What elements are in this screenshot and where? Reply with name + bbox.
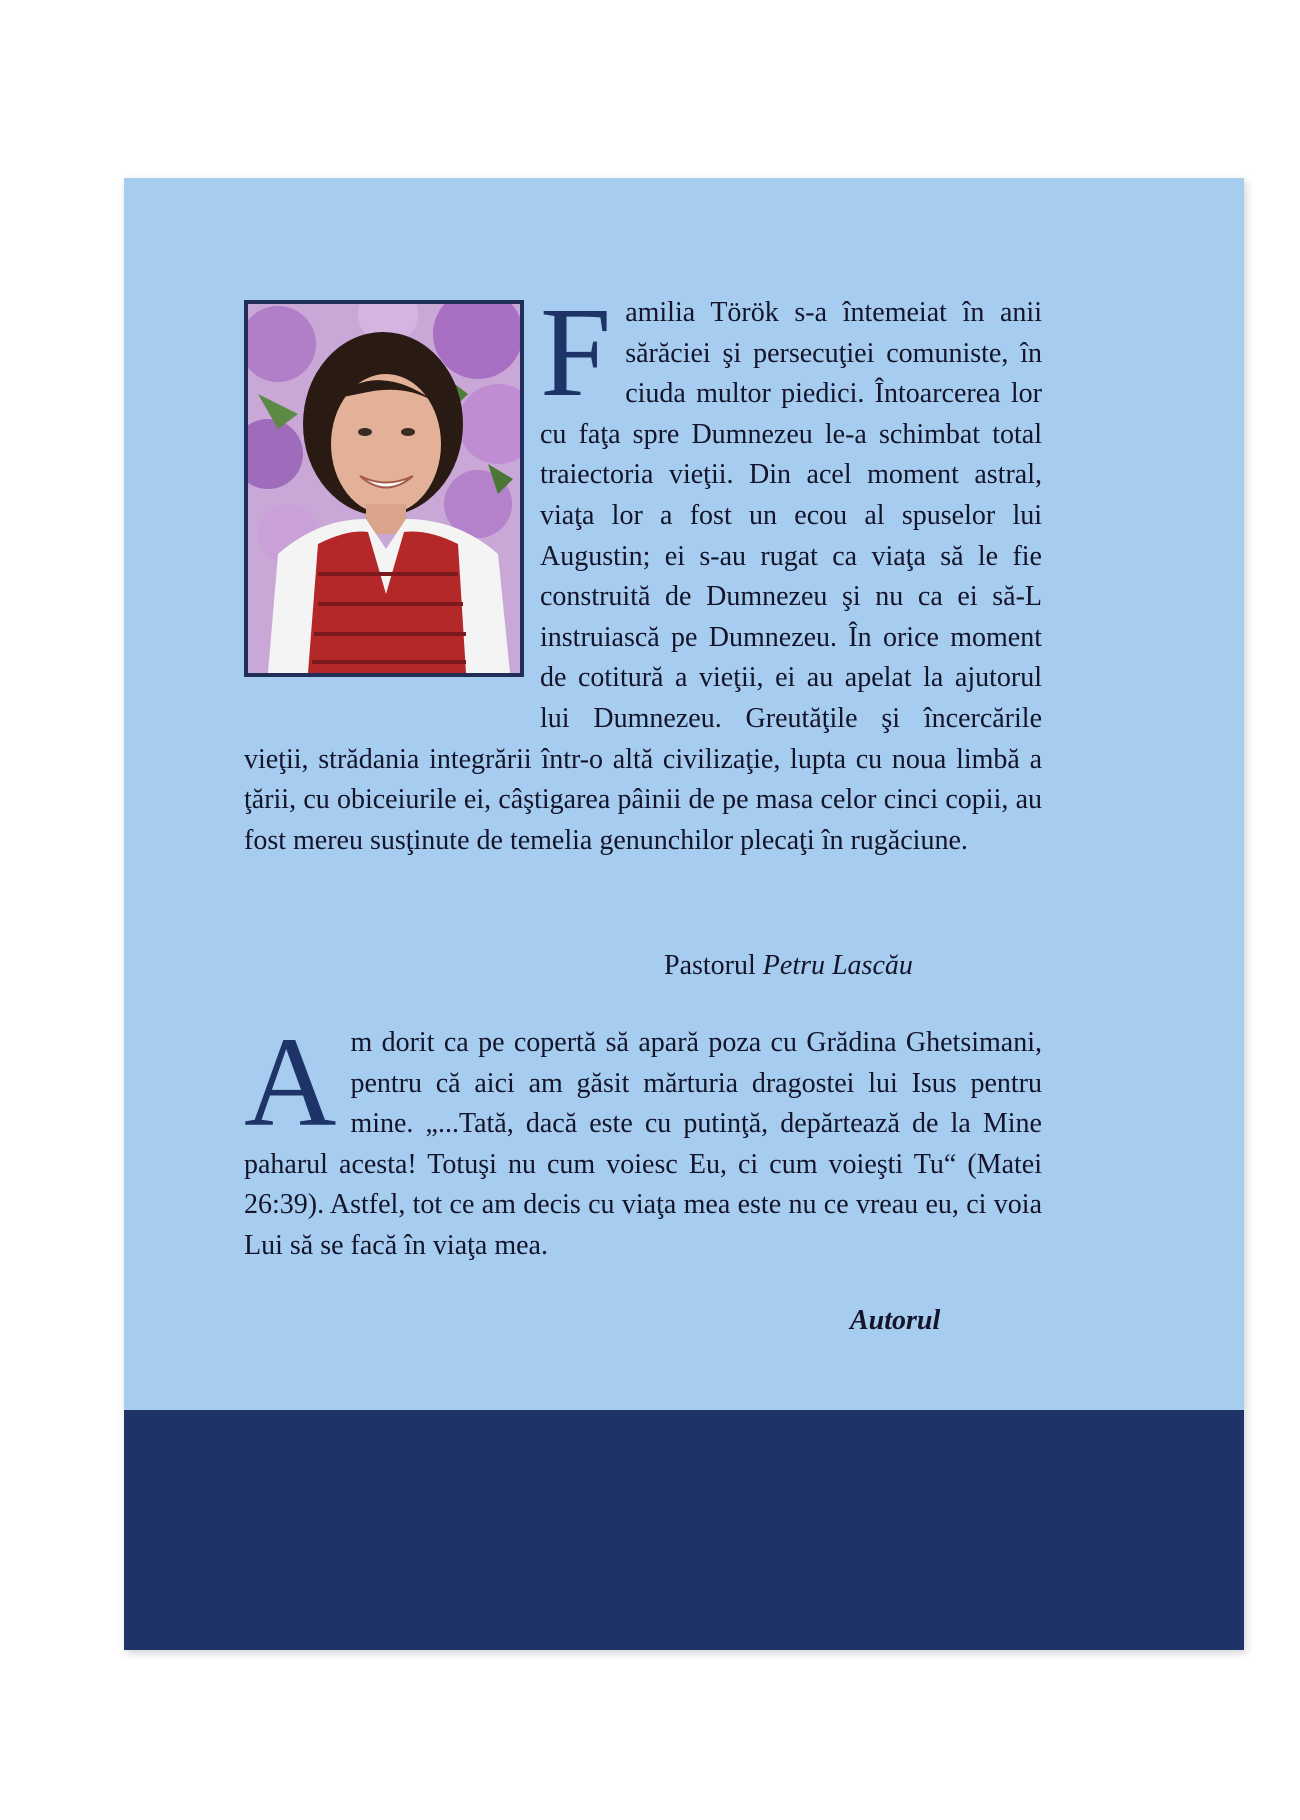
photo-spacer <box>244 293 540 705</box>
author-paragraph <box>244 1011 1042 1267</box>
author-signature: Autorul <box>850 1305 941 1336</box>
pastor-signature-name: Petru Lascău <box>762 950 913 981</box>
bottom-color-band <box>124 1410 1244 1650</box>
pastor-signature <box>664 950 913 982</box>
dropcap-f: F <box>540 281 612 423</box>
book-back-cover <box>124 178 1244 1650</box>
dropcap-a: A <box>244 1011 337 1153</box>
pastor-signature-prefix: Pastorul <box>664 950 756 981</box>
intro-paragraph <box>244 281 1042 861</box>
author-paragraph-text: m dorit ca pe copertă să apară poza cu Grădina Ghetsimani, pentru că aici am găsit mărturia dragostei lui Isus pentru mine. „...Tată, dacă este cu putinţă, depărtează de la Mine paharul acesta! Totuşi nu cum voiesc Eu, ci cum voieşti Tu“ (Matei 26:39). Astfel, tot ce am decis cu viaţa mea este nu ce vreau eu, ci voia Lui să se facă în viaţa mea. <box>244 1027 1042 1261</box>
intro-paragraph-text: amilia Török s-a întemeiat în anii sărăciei şi persecuţiei comuniste, în ciuda multor piedici. Întoarcerea lor cu faţa spre Dumnezeu le-a schimbat total traiectoria vieţii. Din acel moment astral, viaţa lor a fost un ecou al spuselor lui Augustin; ei s-au rugat ca viaţa să le fie construită de Dumnezeu şi nu ca ei să-L instruiască pe Dumnezeu. În orice moment de cotitură a vieţii, ei au apelat la ajutorul lui Dumnezeu. Greutăţile şi încercările vieţii, strădania integrării într-o altă civilizaţie, lupta cu noua limbă a ţării, cu obiceiurile ei, câştigarea pâinii de pe masa celor cinci copii, au fost mereu susţinute de temelia genunchilor plecaţi în rugăciune. <box>244 297 1042 856</box>
